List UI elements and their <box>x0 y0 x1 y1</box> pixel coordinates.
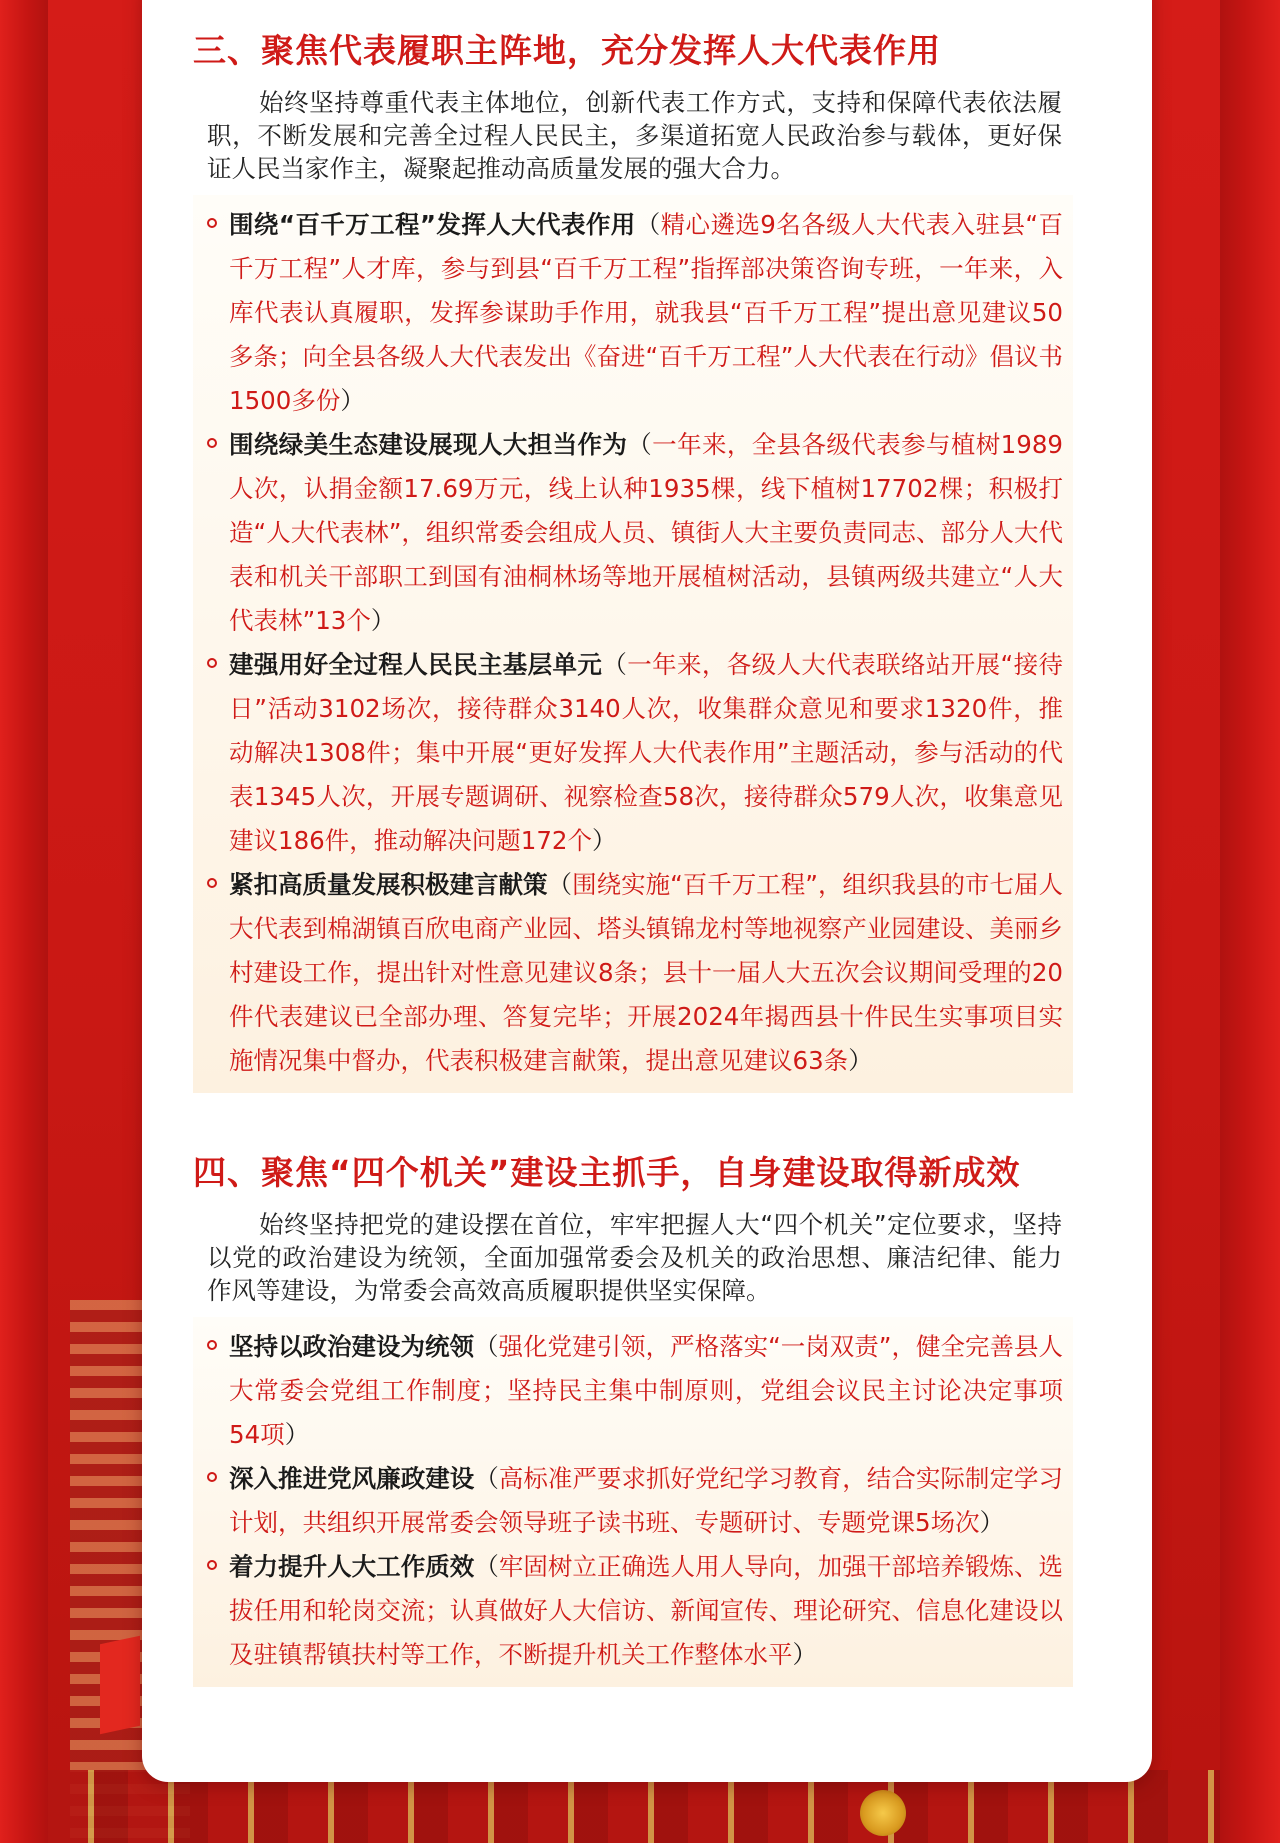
item-title: 围绕绿美生态建设展现人大担当作为 <box>229 430 628 459</box>
close-paren: ） <box>792 1640 817 1669</box>
circle-bullet-icon <box>207 878 217 888</box>
list-item <box>193 1457 1073 1545</box>
open-paren: （ <box>627 430 653 459</box>
item-title: 着力提升人大工作质效 <box>229 1552 475 1581</box>
list-item <box>193 423 1073 643</box>
list-item <box>193 1325 1073 1457</box>
section-title: 三、聚焦代表履职主阵地，充分发挥人大代表作用 <box>193 31 941 70</box>
close-paren: ） <box>340 386 365 415</box>
circle-bullet-icon <box>207 658 217 668</box>
national-emblem-image <box>860 1790 906 1836</box>
section-intro: 始终坚持把党的建设摆在首位，牢牢把握人大“四个机关”定位要求，坚持以党的政治建设为统领，全面加强常委会及机关的政治思想、廉洁纪律、能力作风等建设，为常委会高效高质履职提供坚实保障。 <box>207 1210 1062 1305</box>
section-intro: 始终坚持尊重代表主体地位，创新代表工作方式，支持和保障代表依法履职，不断发展和完善全过程人民民主，多渠道拓宽人民政治参与载体，更好保证人民当家作主，凝聚起推动高质量发展的强大合力。 <box>207 88 1062 183</box>
circle-bullet-icon <box>207 1560 217 1570</box>
circle-bullet-icon <box>207 1340 217 1350</box>
item-detail: 高标准严要求抓好党纪学习教育，结合实际制定学习计划，共组织开展常委会领导班子读书班、专题研讨、专题党课5场次 <box>229 1464 1064 1537</box>
item-detail: 强化党建引领，严格落实“一岗双责”，健全完善县人大常委会党组工作制度；坚持民主集中制原则，党组会议民主讨论决定事项54项 <box>229 1332 1064 1449</box>
list-item <box>193 1545 1073 1677</box>
list-item <box>193 203 1073 423</box>
circle-bullet-icon <box>207 438 217 448</box>
item-title: 围绕“百千万工程”发挥人大代表作用 <box>229 210 636 239</box>
close-paren: ） <box>592 826 617 855</box>
item-detail: 围绕实施“百千万工程”，组织我县的市七届人大代表到棉湖镇百欣电商产业园、塔头镇锦龙村等地视察产业园建设、美丽乡村建设工作，提出针对性意见建议8条；县十一届人大五次会议期间受理的20件代表建议已全部办理、答复完毕；开展2024年揭西县十件民生实事项目实施情况集中督办，代表积极建言献策，提出意见建议63条 <box>229 870 1064 1075</box>
circle-bullet-icon <box>207 218 217 228</box>
item-detail: 精心遴选9名各级人大代表入驻县“百千万工程”人才库，参与到县“百千万工程”指挥部决策咨询专班，一年来，入库代表认真履职，发挥参谋助手作用，就我县“百千万工程”提出意见建议50多条；向全县各级人大代表发出《奋进“百千万工程”人大代表在行动》倡议书1500多份 <box>229 210 1064 415</box>
item-title: 坚持以政治建设为统领 <box>229 1332 475 1361</box>
item-title: 紧扣高质量发展积极建言献策 <box>229 870 548 899</box>
section-three <box>193 24 1073 1093</box>
open-paren: （ <box>602 650 628 679</box>
left-border-stripe <box>0 0 48 1843</box>
open-paren: （ <box>474 1552 499 1581</box>
open-paren: （ <box>474 1464 499 1493</box>
open-paren: （ <box>474 1332 499 1361</box>
close-paren: ） <box>370 606 396 635</box>
item-detail: 牢固树立正确选人用人导向，加强干部培养锻炼、选拔任用和轮岗交流；认真做好人大信访、新闻宣传、理论研究、信息化建设以及驻镇帮镇扶村等工作，不断提升机关工作整体水平 <box>229 1552 1064 1669</box>
open-paren: （ <box>547 870 573 899</box>
item-detail: 一年来，全县各级代表参与植树1989人次，认捐金额17.69万元，线上认种1935棵，线下植树17702棵；积极打造“人大代表林”，组织常委会组成人员、镇街人大主要负责同志、部分人大代表和机关干部职工到国有油桐林场等地开展植树活动，县镇两级共建立“人大代表林”13个 <box>229 430 1064 635</box>
item-title: 建强用好全过程人民民主基层单元 <box>229 650 603 679</box>
list-item <box>193 643 1073 863</box>
circle-bullet-icon <box>207 1472 217 1482</box>
item-title: 深入推进党风廉政建设 <box>229 1464 475 1493</box>
background-flag-image <box>100 1636 140 1735</box>
highlights-panel <box>193 195 1073 1093</box>
open-paren: （ <box>635 210 661 239</box>
right-border-stripe <box>1220 0 1280 1843</box>
highlights-panel <box>193 1317 1073 1687</box>
section-title: 四、聚焦“四个机关”建设主抓手，自身建设取得新成效 <box>193 1153 1021 1192</box>
item-detail: 一年来，各级人大代表联络站开展“接待日”活动3102场次，接待群众3140人次，收集群众意见和要求1320件，推动解决1308件；集中开展“更好发挥人大代表作用”主题活动，参与活动的代表1345人次，开展专题调研、视察检查58次，接待群众579人次，收集意见建议186件，推动解决问题172个 <box>229 650 1064 855</box>
close-paren: ） <box>979 1508 1005 1537</box>
close-paren: ） <box>848 1046 873 1075</box>
close-paren: ） <box>284 1420 310 1449</box>
list-item <box>193 863 1073 1083</box>
section-four <box>193 1146 1073 1687</box>
